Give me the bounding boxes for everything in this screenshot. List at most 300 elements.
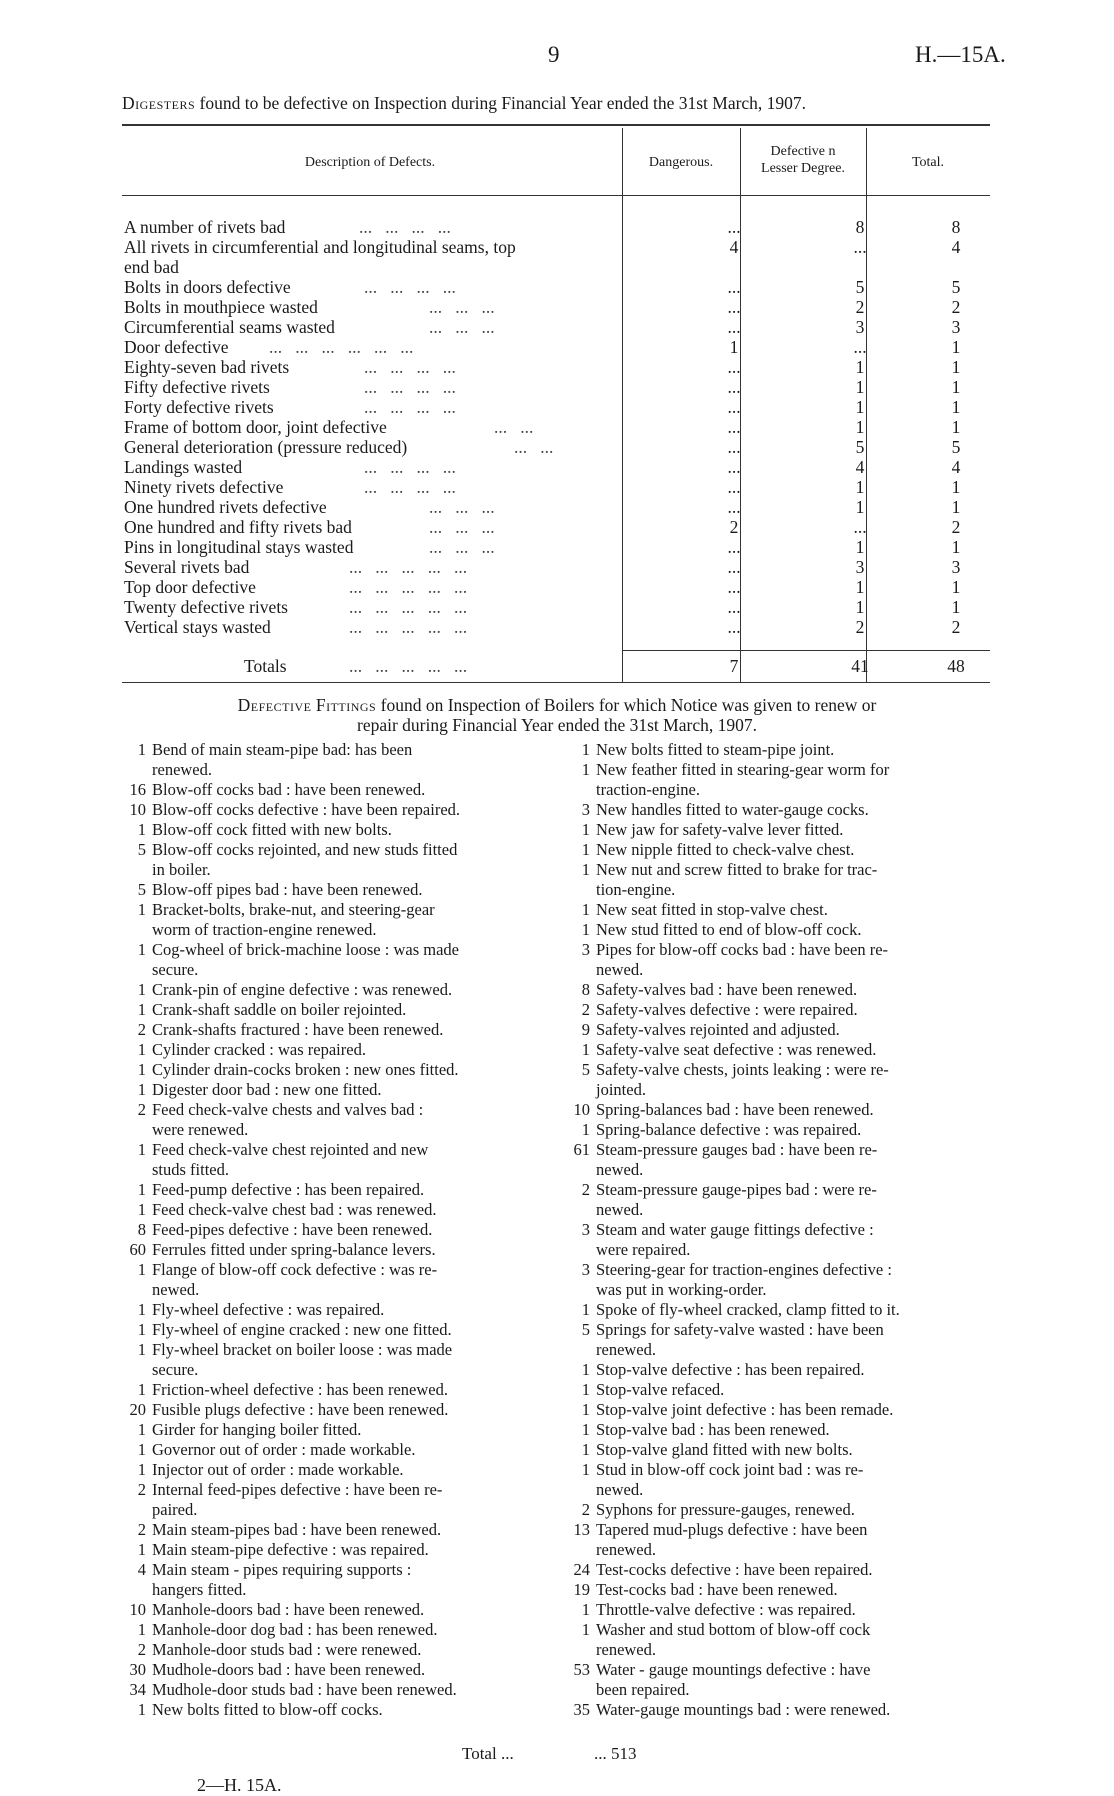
fitting-text: Feed check-valve chest bad : was renewed.	[152, 1200, 437, 1219]
title-smallcaps: Fittings	[315, 695, 377, 715]
fitting-quantity: 1	[581, 1380, 590, 1399]
fitting-text-continuation: traction-engine.	[596, 780, 700, 799]
fitting-text: Test-cocks defective : have been repaired.	[596, 1560, 873, 1579]
row-total: 1	[951, 357, 961, 377]
fitting-text: Cylinder drain-cocks broken : new ones fitted.	[152, 1060, 459, 1079]
fitting-text: Bend of main steam-pipe bad: has been	[152, 740, 413, 759]
fitting-text: Feed check-valve chest rejointed and new	[152, 1140, 429, 1159]
table-row	[124, 217, 984, 237]
fitting-text: Mudhole-doors bad : have been renewed.	[152, 1660, 426, 1679]
total-value: 513	[611, 1744, 637, 1763]
col-head-lesser-line1: Defective n	[770, 144, 836, 159]
table-row	[124, 417, 984, 437]
title-rest: found to be defective on Inspection during Financial Year ended the 31st March, 1907.	[195, 93, 807, 113]
leader-dots: ... ... ... ...	[364, 277, 456, 297]
fitting-text: Ferrules fitted under spring-balance levers.	[152, 1240, 436, 1259]
row-lesser: 5	[855, 437, 865, 457]
leader-dots: ... ... ...	[429, 497, 495, 517]
fitting-text-continuation: renewed.	[596, 1640, 657, 1659]
fitting-quantity: 1	[137, 1040, 146, 1059]
fitting-quantity: 9	[581, 1020, 590, 1039]
fitting-quantity: 10	[573, 1100, 590, 1119]
fitting-quantity: 1	[137, 1060, 146, 1079]
row-desc: Pins in longitudinal stays wasted	[124, 537, 354, 557]
row-lesser: 1	[855, 497, 865, 517]
title-smallcaps: Defective	[237, 695, 312, 715]
fitting-quantity: 1	[137, 1420, 146, 1439]
fitting-quantity: 5	[137, 880, 146, 899]
table-row	[124, 337, 984, 357]
row-total: 5	[951, 277, 961, 297]
fitting-quantity: 13	[573, 1520, 590, 1539]
fitting-text: Feed-pump defective : has been repaired.	[152, 1180, 425, 1199]
leader-dots: ... ... ... ... ...	[349, 617, 468, 637]
row-lesser: ...	[853, 517, 867, 537]
page-footer: 2—H. 15A.	[197, 1775, 282, 1795]
fitting-text: Test-cocks bad : have been renewed.	[596, 1580, 838, 1599]
fitting-quantity: 1	[581, 1360, 590, 1379]
row-desc: General deterioration (pressure reduced)	[124, 437, 408, 457]
fitting-quantity: 5	[137, 840, 146, 859]
fittings-total: Total ...	[462, 1744, 514, 1763]
fitting-quantity: 10	[129, 1600, 146, 1619]
fitting-text: Stop-valve gland fitted with new bolts.	[596, 1440, 853, 1459]
fitting-text-continuation: studs fitted.	[152, 1160, 229, 1179]
fitting-quantity: 2	[581, 1180, 590, 1199]
row-desc: Several rivets bad	[124, 557, 250, 577]
leader-dots: ... ... ... ... ... ...	[269, 337, 414, 357]
fitting-text: Girder for hanging boiler fitted.	[152, 1420, 362, 1439]
fitting-text: Main steam-pipes bad : have been renewed.	[152, 1520, 442, 1539]
table-row	[124, 317, 984, 337]
fitting-text: Water-gauge mountings bad : were renewed.	[596, 1700, 891, 1719]
fitting-quantity: 1	[137, 1440, 146, 1459]
row-lesser: 1	[855, 357, 865, 377]
table-row	[124, 277, 984, 297]
row-total: 1	[951, 337, 961, 357]
fitting-text-continuation: secure.	[152, 1360, 199, 1379]
row-dangerous: ...	[727, 497, 741, 517]
totals-rule	[622, 650, 990, 651]
fitting-quantity: 1	[581, 1420, 590, 1439]
leader-dots: ... ... ...	[429, 537, 495, 557]
fitting-quantity: 1	[581, 1040, 590, 1059]
leader-dots: ... ...	[494, 417, 534, 437]
fitting-text-continuation: tion-engine.	[596, 880, 676, 899]
fittings-title-line2: repair during Financial Year ended the 31st March, 1907.	[357, 715, 757, 735]
row-total: 1	[951, 537, 961, 557]
fitting-text: Crank-shafts fractured : have been renewed.	[152, 1020, 444, 1039]
row-lesser: 1	[855, 477, 865, 497]
row-dangerous: ...	[727, 377, 741, 397]
fittings-section-title	[122, 695, 992, 735]
leader-dots: ... ... ... ...	[364, 477, 456, 497]
row-desc: Ninety rivets defective	[124, 477, 284, 497]
leader-dots: ... ... ...	[429, 517, 495, 537]
fitting-text: New bolts fitted to blow-off cocks.	[152, 1700, 383, 1719]
row-desc: Fifty defective rivets	[124, 377, 270, 397]
fitting-quantity: 1	[137, 940, 146, 959]
fitting-text: Manhole-door dog bad : has been renewed.	[152, 1620, 438, 1639]
row-total: 1	[951, 417, 961, 437]
fitting-quantity: 1	[137, 820, 146, 839]
table-row	[124, 537, 984, 557]
fitting-quantity: 1	[137, 1140, 146, 1159]
leader-dots: ... ... ... ...	[364, 377, 456, 397]
title-smallcaps: Digesters	[122, 93, 196, 113]
row-dangerous: 4	[729, 237, 739, 257]
fitting-quantity: 1	[581, 1400, 590, 1419]
row-dangerous: 2	[729, 517, 739, 537]
fitting-text: New stud fitted to end of blow-off cock.	[596, 920, 862, 939]
row-total: 1	[951, 577, 961, 597]
row-lesser: ...	[853, 237, 867, 257]
row-desc: Eighty-seven bad rivets	[124, 357, 290, 377]
fitting-quantity: 2	[137, 1480, 146, 1499]
header-bottom-rule	[122, 195, 990, 196]
fitting-quantity: 1	[137, 1340, 146, 1359]
fitting-quantity: 1	[137, 1620, 146, 1639]
fitting-text: Safety-valves defective : were repaired.	[596, 1000, 858, 1019]
fitting-text: Fusible plugs defective : have been renewed.	[152, 1400, 449, 1419]
fitting-quantity: 10	[129, 800, 146, 819]
row-dangerous: ...	[727, 597, 741, 617]
fitting-quantity: 1	[137, 1080, 146, 1099]
fitting-text-continuation: been repaired.	[596, 1680, 690, 1699]
fitting-text-continuation: hangers fitted.	[152, 1580, 247, 1599]
row-desc: Top door defective	[124, 577, 256, 597]
table-bottom-rule	[122, 682, 990, 683]
leader-dots: ... ... ... ... ...	[349, 656, 468, 676]
leader-dots: ... ... ... ...	[359, 217, 451, 237]
fitting-quantity: 35	[573, 1700, 590, 1719]
totals-label: Totals	[244, 656, 287, 676]
row-desc: A number of rivets bad	[124, 217, 286, 237]
row-dangerous: ...	[727, 357, 741, 377]
fitting-text: Stop-valve bad : has been renewed.	[596, 1420, 830, 1439]
row-dangerous: ...	[727, 457, 741, 477]
fitting-text: Manhole-doors bad : have been renewed.	[152, 1600, 425, 1619]
row-total: 2	[951, 517, 961, 537]
fitting-text: Governor out of order : made workable.	[152, 1440, 416, 1459]
fitting-quantity: 16	[129, 780, 146, 799]
leader-dots: ... ... ...	[429, 297, 495, 317]
table-row	[124, 577, 984, 597]
fitting-quantity: 1	[137, 1000, 146, 1019]
fitting-quantity: 2	[581, 1500, 590, 1519]
totals-lesser: 41	[851, 656, 869, 676]
row-dangerous: ...	[727, 557, 741, 577]
fitting-text: Fly-wheel of engine cracked : new one fitted.	[152, 1320, 452, 1339]
totals-total: 48	[947, 656, 965, 676]
fitting-text-continuation: newed.	[596, 1160, 644, 1179]
row-lesser: ...	[853, 337, 867, 357]
col-head-description: Description of Defects.	[304, 155, 436, 170]
row-lesser: 8	[855, 217, 865, 237]
row-total: 1	[951, 497, 961, 517]
fitting-text: New handles fitted to water-gauge cocks.	[596, 800, 869, 819]
fitting-quantity: 5	[581, 1060, 590, 1079]
row-lesser: 1	[855, 537, 865, 557]
row-total: 4	[951, 237, 961, 257]
fitting-quantity: 1	[581, 920, 590, 939]
row-desc: Landings wasted	[124, 457, 243, 477]
fitting-quantity: 53	[573, 1660, 590, 1679]
fitting-text: Stop-valve defective : has been repaired.	[596, 1360, 865, 1379]
fitting-quantity: 1	[137, 1320, 146, 1339]
fitting-quantity: 3	[581, 1220, 590, 1239]
row-desc: Twenty defective rivets	[124, 597, 288, 617]
row-lesser: 1	[855, 397, 865, 417]
fitting-quantity: 1	[137, 1180, 146, 1199]
row-dangerous: ...	[727, 297, 741, 317]
fitting-text: Steam-pressure gauge-pipes bad : were re-	[596, 1180, 877, 1199]
row-dangerous: ...	[727, 317, 741, 337]
row-lesser: 5	[855, 277, 865, 297]
table-row	[124, 457, 984, 477]
table-row	[124, 297, 984, 317]
row-total: 1	[951, 597, 961, 617]
fitting-quantity: 1	[581, 1460, 590, 1479]
row-lesser: 1	[855, 377, 865, 397]
fitting-text: New nipple fitted to check-valve chest.	[596, 840, 855, 859]
fitting-text-continuation: secure.	[152, 960, 199, 979]
table-row	[124, 597, 984, 617]
table-row	[124, 237, 984, 257]
fitting-quantity: 3	[581, 940, 590, 959]
fitting-quantity: 1	[581, 840, 590, 859]
fitting-quantity: 2	[581, 1000, 590, 1019]
fitting-quantity: 1	[137, 1380, 146, 1399]
fitting-text-continuation: renewed.	[152, 760, 213, 779]
fitting-text: Safety-valves bad : have been renewed.	[596, 980, 858, 999]
row-lesser: 1	[855, 417, 865, 437]
row-lesser: 2	[855, 297, 865, 317]
fitting-quantity: 61	[573, 1140, 590, 1159]
fitting-text: Water - gauge mountings defective : have	[596, 1660, 871, 1679]
leader-dots: ... ...	[514, 437, 554, 457]
fitting-text: Steering-gear for traction-engines defective :	[596, 1260, 892, 1279]
row-desc: Bolts in doors defective	[124, 277, 291, 297]
leader-dots: ... ... ... ... ...	[349, 577, 468, 597]
fitting-quantity: 1	[581, 1120, 590, 1139]
fitting-quantity: 1	[137, 740, 146, 759]
fitting-quantity: 1	[137, 1200, 146, 1219]
leader-dots: ... ... ... ... ...	[349, 597, 468, 617]
row-desc: All rivets in circumferential and longitudinal seams, top	[124, 237, 516, 257]
fitting-text: Fly-wheel defective : was repaired.	[152, 1300, 385, 1319]
fitting-text: Injector out of order : made workable.	[152, 1460, 404, 1479]
fitting-text: Springs for safety-valve wasted : have been	[596, 1320, 884, 1339]
fitting-text: New seat fitted in stop-valve chest.	[596, 900, 828, 919]
fitting-text: Digester door bad : new one fitted.	[152, 1080, 382, 1099]
fitting-quantity: 8	[137, 1220, 146, 1239]
fitting-text: Spring-balance defective : was repaired.	[596, 1120, 862, 1139]
leader-dots: ... ... ... ... ...	[349, 557, 468, 577]
fitting-text-continuation: newed.	[596, 1480, 644, 1499]
fitting-text-continuation: renewed.	[596, 1540, 657, 1559]
fitting-text: Friction-wheel defective : has been renewed.	[152, 1380, 448, 1399]
fitting-quantity: 1	[581, 1440, 590, 1459]
fitting-text: Bracket-bolts, brake-nut, and steering-gear	[152, 900, 435, 919]
totals-row	[124, 656, 984, 676]
row-desc: Vertical stays wasted	[124, 617, 271, 637]
total-label: Total	[462, 1744, 497, 1763]
row-total: 2	[951, 617, 961, 637]
fitting-quantity: 5	[581, 1320, 590, 1339]
fitting-text-continuation: paired.	[152, 1500, 198, 1519]
fittings-total-value: ... 513	[594, 1744, 637, 1763]
fittings-title-line1	[122, 695, 992, 715]
fitting-text: Blow-off cocks bad : have been renewed.	[152, 780, 426, 799]
leader-dots: ... ... ...	[429, 317, 495, 337]
fitting-text: Main steam - pipes requiring supports :	[152, 1560, 412, 1579]
fitting-text-continuation: worm of traction-engine renewed.	[152, 920, 377, 939]
fitting-text-continuation: newed.	[596, 960, 644, 979]
fitting-quantity: 2	[137, 1020, 146, 1039]
fitting-quantity: 1	[581, 1620, 590, 1639]
row-dangerous: ...	[727, 617, 741, 637]
fitting-text: Steam and water gauge fittings defective :	[596, 1220, 874, 1239]
row-desc: One hundred and fifty rivets bad	[124, 517, 352, 537]
fitting-text: Main steam-pipe defective : was repaired.	[152, 1540, 429, 1559]
row-lesser: 2	[855, 617, 865, 637]
row-total: 3	[951, 317, 961, 337]
fitting-quantity: 1	[137, 1460, 146, 1479]
row-total: 2	[951, 297, 961, 317]
fitting-text: Cylinder cracked : was repaired.	[152, 1040, 366, 1059]
fitting-text: Blow-off pipes bad : have been renewed.	[152, 880, 423, 899]
row-total: 1	[951, 477, 961, 497]
table-row	[124, 517, 984, 537]
table-row	[124, 477, 984, 497]
col-head-lesser	[740, 143, 866, 177]
fitting-quantity: 3	[581, 1260, 590, 1279]
document-reference: H.—15A.	[915, 42, 1006, 67]
fitting-text: Spring-balances bad : have been renewed.	[596, 1100, 874, 1119]
fitting-text-continuation: was put in working-order.	[596, 1280, 767, 1299]
fitting-quantity: 24	[573, 1560, 590, 1579]
fitting-text-continuation: renewed.	[596, 1340, 657, 1359]
fitting-quantity: 2	[137, 1640, 146, 1659]
fitting-text: Safety-valves rejointed and adjusted.	[596, 1020, 840, 1039]
fitting-quantity: 1	[581, 760, 590, 779]
fitting-quantity: 19	[573, 1580, 590, 1599]
fitting-quantity: 1	[581, 820, 590, 839]
row-dangerous: ...	[727, 417, 741, 437]
totals-dangerous: 7	[729, 656, 739, 676]
fitting-quantity: 1	[581, 900, 590, 919]
fitting-text: New nut and screw fitted to brake for trac-	[596, 860, 878, 879]
fitting-quantity: 1	[581, 740, 590, 759]
table-row	[124, 437, 984, 457]
fitting-text: Crank-pin of engine defective : was renewed.	[152, 980, 453, 999]
fitting-quantity: 3	[581, 800, 590, 819]
row-lesser: 3	[855, 557, 865, 577]
fitting-text: Pipes for blow-off cocks bad : have been re-	[596, 940, 889, 959]
fitting-text: Cog-wheel of brick-machine loose : was made	[152, 940, 459, 959]
table-row	[124, 557, 984, 577]
row-dangerous: ...	[727, 277, 741, 297]
title-rest: found on Inspection of Boilers for which Notice was given to renew or	[376, 695, 877, 715]
fitting-quantity: 1	[137, 900, 146, 919]
fitting-text: Blow-off cocks defective : have been repaired.	[152, 800, 461, 819]
fitting-text: Blow-off cocks rejointed, and new studs fitted	[152, 840, 458, 859]
fitting-quantity: 2	[137, 1520, 146, 1539]
fitting-text: Fly-wheel bracket on boiler loose : was made	[152, 1340, 453, 1359]
leader-dots: ... ... ... ...	[364, 457, 456, 477]
fitting-text-continuation: newed.	[152, 1280, 200, 1299]
row-desc: One hundred rivets defective	[124, 497, 327, 517]
fitting-quantity: 60	[129, 1240, 146, 1259]
row-dangerous: ...	[727, 437, 741, 457]
table-row	[124, 377, 984, 397]
row-desc: Circumferential seams wasted	[124, 317, 335, 337]
fitting-quantity: 1	[137, 1300, 146, 1319]
table-row	[124, 497, 984, 517]
fitting-text: Safety-valve seat defective : was renewed.	[596, 1040, 877, 1059]
fitting-quantity: 2	[137, 1100, 146, 1119]
fitting-quantity: 1	[581, 860, 590, 879]
fitting-text-continuation: were renewed.	[152, 1120, 249, 1139]
leader-dots: ... ... ... ...	[364, 397, 456, 417]
fitting-text: Throttle-valve defective : was repaired.	[596, 1600, 856, 1619]
row-total: 5	[951, 437, 961, 457]
fitting-text: Mudhole-door studs bad : have been renewed.	[152, 1680, 457, 1699]
row-lesser: 3	[855, 317, 865, 337]
fitting-text: Washer and stud bottom of blow-off cock	[596, 1620, 871, 1639]
fitting-text: Feed check-valve chests and valves bad :	[152, 1100, 424, 1119]
fitting-text: Stop-valve joint defective : has been remade.	[596, 1400, 894, 1419]
col-head-lesser-line2: Lesser Degree.	[761, 161, 845, 176]
row-dangerous: ...	[727, 217, 741, 237]
fitting-text: Blow-off cock fitted with new bolts.	[152, 820, 392, 839]
row-total: 1	[951, 397, 961, 417]
fitting-text: Syphons for pressure-gauges, renewed.	[596, 1500, 855, 1519]
table-row	[124, 617, 984, 637]
fitting-quantity: 1	[137, 1540, 146, 1559]
row-total: 1	[951, 377, 961, 397]
fitting-text-continuation: in boiler.	[152, 860, 211, 879]
row-total: 4	[951, 457, 961, 477]
fitting-text-continuation: jointed.	[596, 1080, 646, 1099]
table-row	[124, 357, 984, 377]
fitting-text: Spoke of fly-wheel cracked, clamp fitted to it.	[596, 1300, 900, 1319]
fitting-quantity: 8	[581, 980, 590, 999]
row-desc: Bolts in mouthpiece wasted	[124, 297, 318, 317]
fitting-text: Safety-valve chests, joints leaking : were re-	[596, 1060, 889, 1079]
fitting-text: Stud in blow-off cock joint bad : was re-	[596, 1460, 864, 1479]
page-number: 9	[548, 42, 560, 67]
row-lesser: 1	[855, 577, 865, 597]
row-desc: Frame of bottom door, joint defective	[124, 417, 387, 437]
fitting-text: Tapered mud-plugs defective : have been	[596, 1520, 868, 1539]
fitting-text-continuation: newed.	[596, 1200, 644, 1219]
fitting-text: Manhole-door studs bad : were renewed.	[152, 1640, 422, 1659]
fitting-quantity: 30	[129, 1660, 146, 1679]
digesters-table-title	[122, 93, 806, 114]
fitting-quantity: 1	[137, 1260, 146, 1279]
row-total: 8	[951, 217, 961, 237]
row-desc: Door defective	[124, 337, 229, 357]
row-dangerous: ...	[727, 397, 741, 417]
row-total: 3	[951, 557, 961, 577]
row-lesser: 4	[855, 457, 865, 477]
fitting-text: Feed-pipes defective : have been renewed.	[152, 1220, 433, 1239]
col-head-dangerous: Dangerous.	[648, 155, 714, 170]
fitting-text: New jaw for safety-valve lever fitted.	[596, 820, 844, 839]
fitting-quantity: 1	[137, 1700, 146, 1719]
